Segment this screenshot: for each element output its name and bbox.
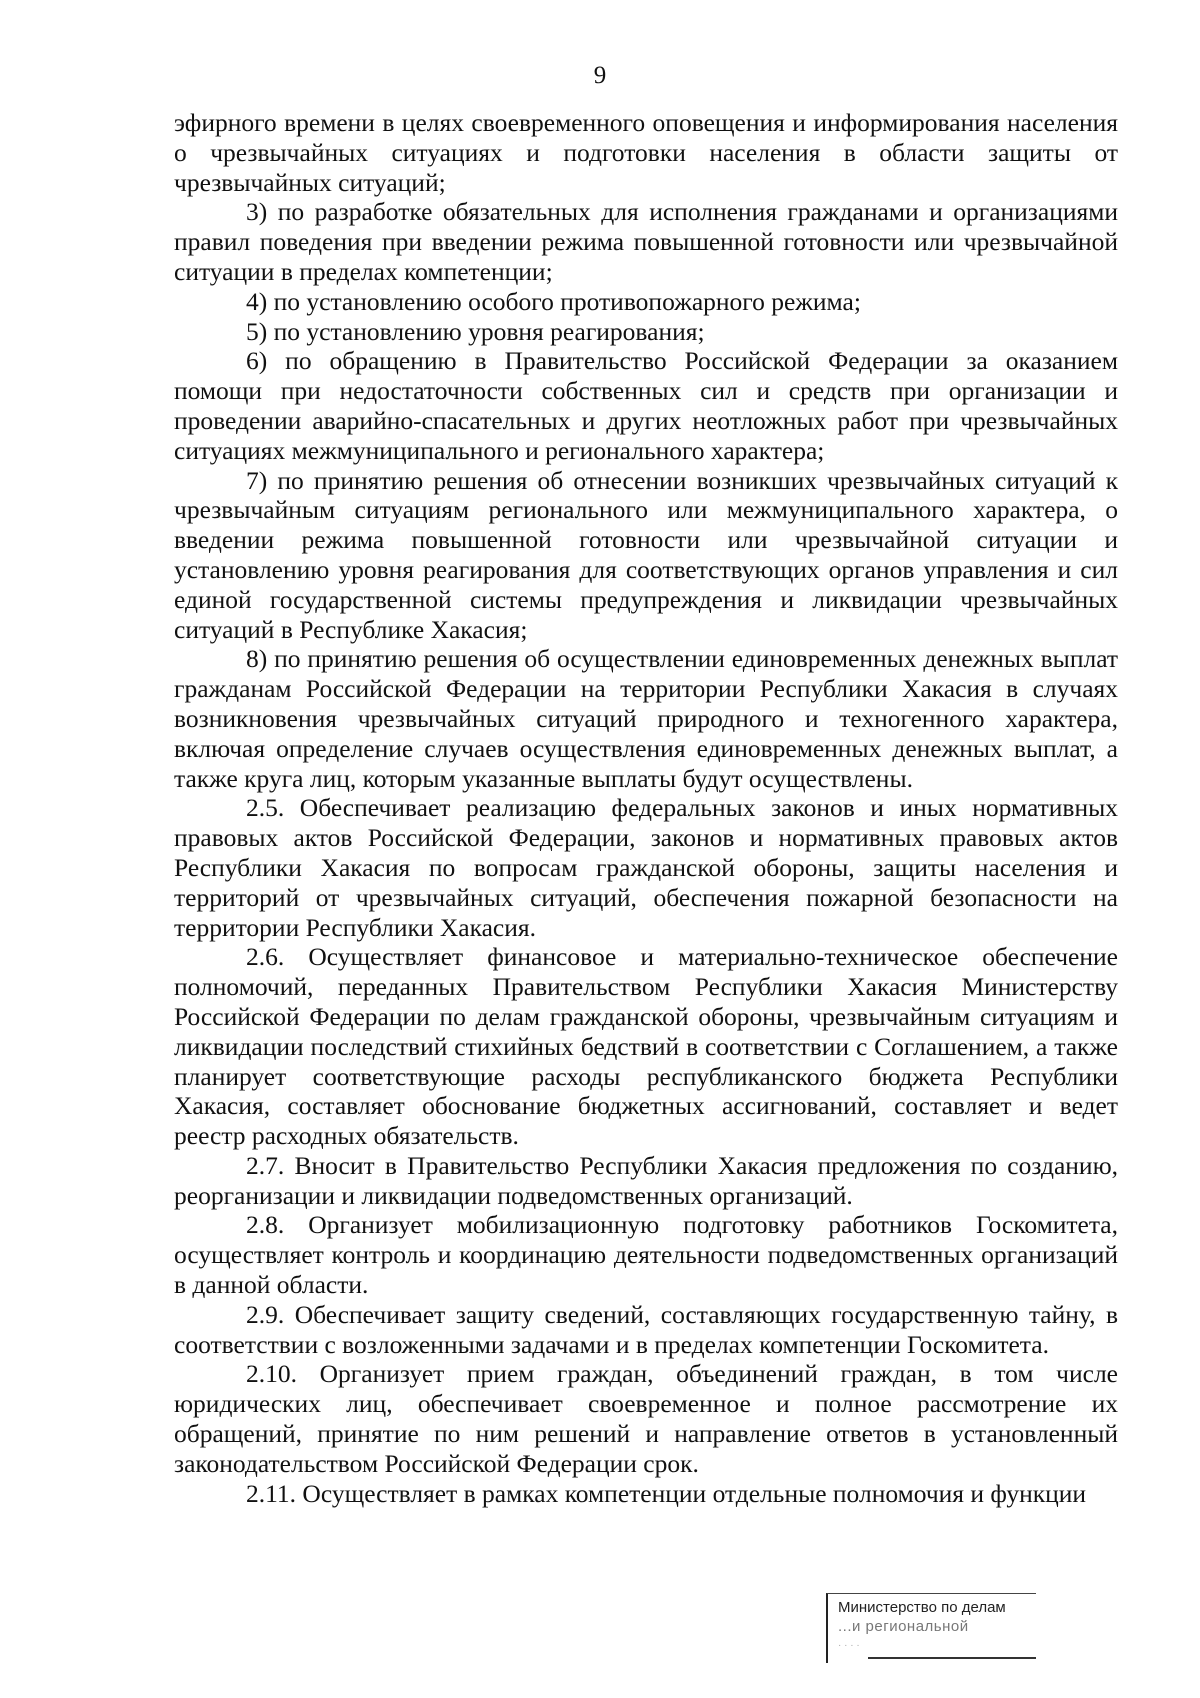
paragraph: 6) по обращению в Правительство Российской Федерации за оказанием помощи при недостаточности собственных сил и средств при организации и проведении аварийно-спасательных и других неотложных работ при чрезвычайных ситуациях межмуниципального и регионального характера; — [174, 346, 1118, 465]
document-body — [174, 108, 1118, 1508]
paragraph: 2.10. Организует прием граждан, объединений граждан, в том числе юридических лиц, обеспечивает своевременное и полное рассмотрение их обращений, принятие по ним решений и направление ответов в установленный законодательством Российской Федерации срок. — [174, 1359, 1118, 1478]
stamp-line-3: · · · · — [838, 1640, 860, 1651]
paragraph: 2.7. Вносит в Правительство Республики Хакасия предложения по созданию, реорганизации и ликвидации подведомственных организаций. — [174, 1150, 1118, 1210]
paragraph: 2.5. Обеспечивает реализацию федеральных законов и иных нормативных правовых актов Российской Федерации, законов и нормативных правовых актов Республики Хакасия по вопросам гражданской обороны, защиты населения и территорий от чрезвычайных ситуаций, обеспечения пожарной безопасности на территории Республики Хакасия. — [174, 793, 1118, 942]
paragraph: 2.8. Организует мобилизационную подготовку работников Госкомитета, осуществляет контроль и координацию деятельности подведомственных организаций в данной области. — [174, 1210, 1118, 1300]
paragraph: эфирного времени в целях своевременного оповещения и информирования населения о чрезвычайных ситуациях и подготовки населения в области защиты от чрезвычайных ситуаций; — [174, 108, 1118, 197]
paragraph: 4) по установлению особого противопожарного режима; — [246, 286, 861, 316]
paragraph: 7) по принятию решения об отнесении возникших чрезвычайных ситуаций к чрезвычайным ситуациям регионального или межмуниципального характера, о введении режима повышенной готовности или чрезвычайной ситуации и установлению уровня реагирования для соответствующих органов управления и сил единой государственной системы предупреждения и ликвидации чрезвычайных ситуаций в Республике Хакасия; — [174, 465, 1118, 644]
paragraph: 5) по установлению уровня реагирования; — [246, 316, 705, 346]
paragraph: 8) по принятию решения об осуществлении единовременных денежных выплат гражданам Российской Федерации на территории Республики Хакасия в случаях возникновения чрезвычайных ситуаций природного и техногенного характера, включая определение случаев осуществления единовременных денежных выплат, а также круга лиц, которым указанные выплаты будут осуществлены. — [174, 644, 1118, 793]
paragraph: 2.9. Обеспечивает защиту сведений, составляющих государственную тайну, в соответствии с возложенными задачами и в пределах компетенции Госкомитета. — [174, 1299, 1118, 1359]
paragraph: 3) по разработке обязательных для исполнения гражданами и организациями правил поведения при введении режима повышенной готовности или чрезвычайной ситуации в пределах компетенции; — [174, 197, 1118, 286]
stamp-line-1: Министерство по делам — [838, 1599, 1006, 1616]
paragraph: 2.11. Осуществляет в рамках компетенции отдельные полномочия и функции — [246, 1478, 1087, 1508]
page-number: 9 — [593, 62, 607, 89]
stamp-line-2: ...и региональной — [838, 1618, 969, 1635]
ministry-stamp — [826, 1593, 1036, 1663]
paragraph: 2.6. Осуществляет финансовое и материально-техническое обеспечение полномочий, переданных Правительством Республики Хакасия Министерству Российской Федерации по делам гражданской обороны, чрезвычайным ситуациям и ликвидации последствий стихийных бедствий в соответствии с Соглашением, а также планирует соответствующие расходы республиканского бюджета Республики Хакасия, составляет обоснование бюджетных ассигнований, составляет и ведет реестр расходных обязательств. — [174, 942, 1118, 1151]
